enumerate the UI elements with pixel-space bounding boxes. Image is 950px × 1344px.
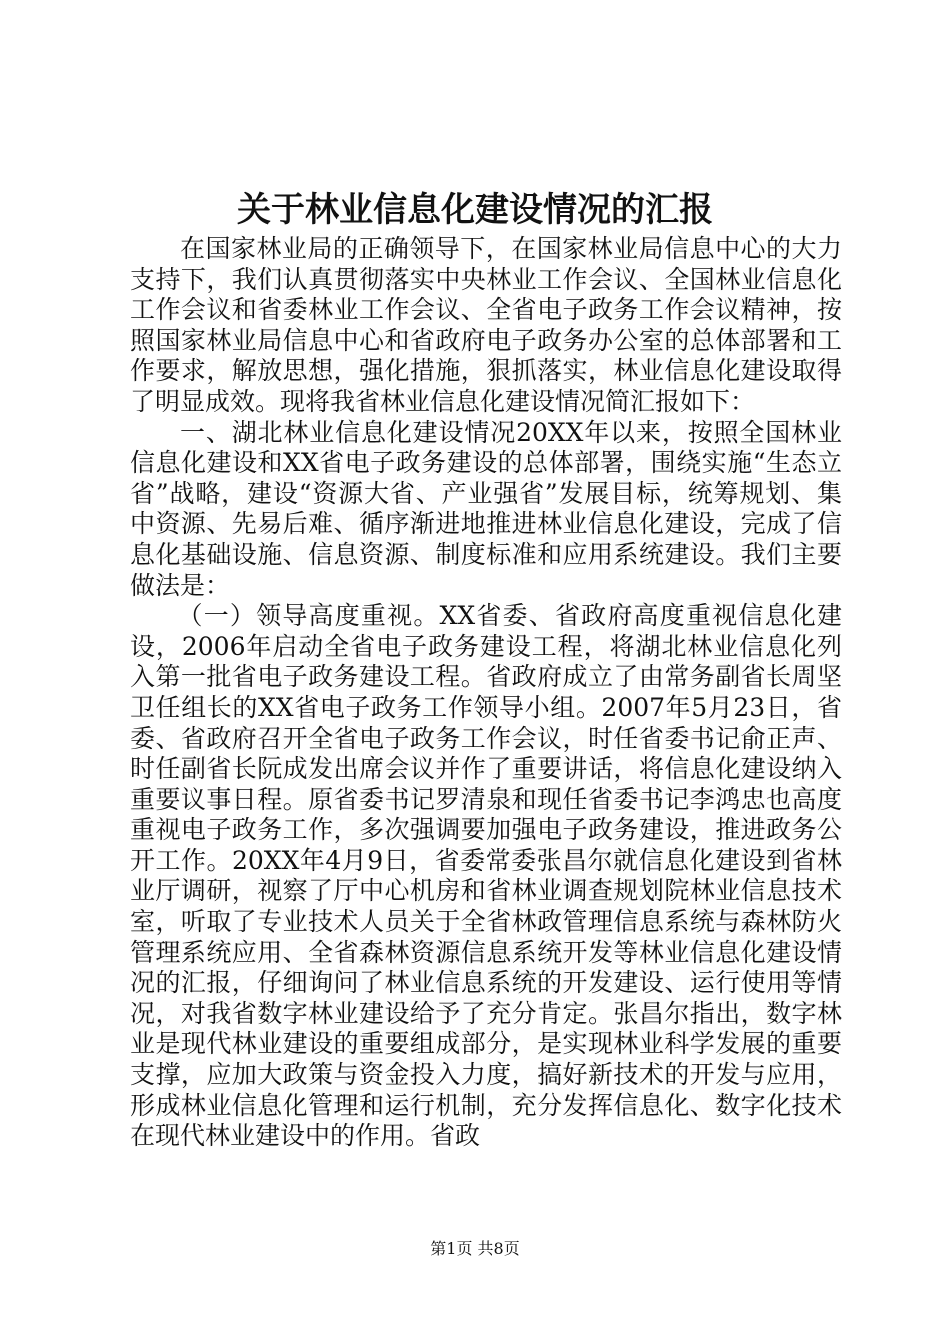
document-title: 关于林业信息化建设情况的汇报 bbox=[237, 190, 713, 230]
page-number-footer: 第1页 共8页 bbox=[430, 1239, 520, 1258]
subsection-one-paragraph: （一）领导高度重视。XX省委、省政府高度重视信息化建设，2006年启动全省电子政务建设工程，将湖北林业信息化列入第一批省电子政务建设工程。省政府成立了由常务副省长周坚卫任组长的XX省电子政务工作领导小组。2007年5月23日，省委、省政府召开全省电子政务工作会议，时任省委书记俞正声、时任副省长阮成发出席会议并作了重要讲话，将信息化建设纳入重要议事日程。原省委书记罗清泉和现任省委书记李鸿忠也高度重视电子政务工作，多次强调要加强电子政务建设，推进政务公开工作。20XX年4月9日，省委常委张昌尔就信息化建设到省林业厅调研，视察了厅中心机房和省林业调查规划院林业信息技术室，听取了专业技术人员关于全省林政管理信息系统与森林防火管理系统应用、全省森林资源信息系统开发等林业信息化建设情况的汇报，仔细询问了林业信息系统的开发建设、运行使用等情况，对我省数字林业建设给予了充分肯定。张昌尔指出，数字林业是现代林业建设的重要组成部分，是实现林业科学发展的重要支撑，应加大政策与资金投入力度，搞好新技术的开发与应用，形成林业信息化管理和运行机制，充分发挥信息化、数字化技术在现代林业建设中的作用。省政 bbox=[130, 601, 842, 1151]
document-body bbox=[130, 234, 842, 1152]
intro-paragraph: 在国家林业局的正确领导下，在国家林业局信息中心的大力支持下，我们认真贯彻落实中央林业工作会议、全国林业信息化工作会议和省委林业工作会议、全省电子政务工作会议精神，按照国家林业局信息中心和省政府电子政务办公室的总体部署和工作要求，解放思想，强化措施，狠抓落实，林业信息化建设取得了明显成效。现将我省林业信息化建设情况简汇报如下： bbox=[130, 234, 842, 416]
section-one-paragraph: 一、湖北林业信息化建设情况20XX年以来，按照全国林业信息化建设和XX省电子政务建设的总体部署，围绕实施“生态立省”战略，建设“资源大省、产业强省”发展目标，统筹规划、集中资源、先易后难、循序渐进地推进林业信息化建设，完成了信息化基础设施、信息资源、制度标准和应用系统建设。我们主要做法是： bbox=[130, 417, 842, 600]
